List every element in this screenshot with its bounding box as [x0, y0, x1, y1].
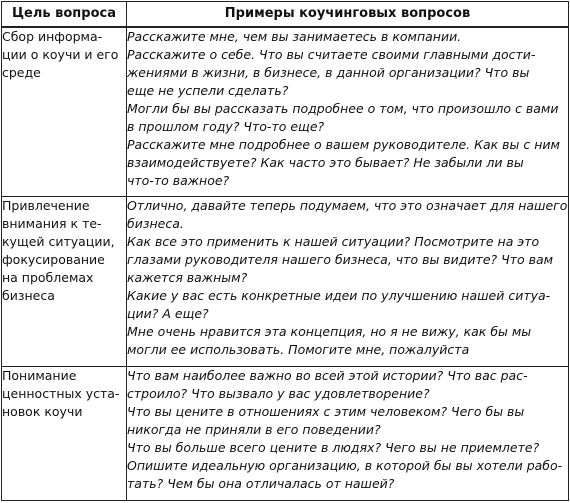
goal-line: Привлечение: [2, 197, 90, 213]
question-line: Что вам наиболее важно во всей этой истории? Что вас рас-: [127, 368, 528, 384]
goal-line: ции о коучи и его: [2, 47, 119, 62]
header-examples: Примеры коучинговых вопросов: [127, 2, 569, 28]
goal-line: Сбор информа-: [2, 29, 103, 44]
coaching-questions-table: [1, 1, 569, 501]
goal-line: Понимание: [2, 368, 77, 384]
question-line: Могли бы вы рассказать подробнее о том, что произошло с вами: [127, 101, 559, 116]
question-line: Расскажите мне, чем вы занимаетесь в компании.: [127, 29, 462, 44]
question-line: строило? Что вызвало у вас удовлетворение?: [127, 386, 430, 402]
question-line: Какие у вас есть конкретные идеи по улучшению нашей ситуа-: [127, 287, 551, 303]
header-goal: Цель вопроса: [2, 2, 127, 28]
question-line: Расскажите мне подробнее о вашем руководителе. Как вы с ним: [127, 137, 560, 152]
question-line: жениями в жизни, в бизнесе, в данной организации? Что вы: [127, 65, 530, 80]
question-line: взаимодействуете? Как часто это бывает? Не забыли ли вы: [127, 155, 524, 170]
question-line: никогда не приняли в его поведении?: [127, 422, 381, 438]
question-line: Что вы больше всего цените в людях? Чего вы не приемлете?: [127, 440, 540, 456]
table-row: [2, 367, 569, 501]
question-line: Мне очень нравится эта концепция, но я не вижу, как бы мы: [127, 323, 532, 339]
question-line: кажется важным?: [127, 269, 248, 285]
goal-cell: [2, 27, 127, 196]
question-line: Расскажите о себе. Что вы считаете своими главными дости-: [127, 47, 536, 62]
question-line: в прошлом году? Что-то еще?: [127, 119, 325, 134]
question-line: Как все это применить к нашей ситуации? Посмотрите на это: [127, 233, 540, 249]
question-line: что-то важное?: [127, 173, 230, 188]
questions-cell: [127, 367, 569, 501]
question-line: глазами руководителя нашего бизнеса, что вы видите? Что вам: [127, 251, 554, 267]
goal-line: фокусирование: [2, 251, 105, 267]
goal-line: ценностных уста-: [2, 386, 120, 402]
question-line: Отлично, давайте теперь подумаем, что это означает для нашего: [127, 197, 568, 213]
goal-line: бизнеса: [2, 287, 55, 303]
question-line: бизнеса.: [127, 215, 184, 231]
goal-cell: [2, 367, 127, 501]
goal-line: на проблемах: [2, 269, 94, 285]
questions-cell: [127, 196, 569, 367]
table-row: [2, 27, 569, 196]
header-row: [2, 2, 569, 28]
goal-line: новок коучи: [2, 404, 83, 420]
goal-line: внимания к те-: [2, 215, 102, 231]
question-line: тать? Чем бы она отличалась от нашей?: [127, 476, 395, 492]
question-line: еще не успели сделать?: [127, 83, 289, 98]
questions-cell: [127, 27, 569, 196]
goal-line: среде: [2, 65, 41, 80]
question-line: могли ее использовать. Помогите мне, пожалуйста: [127, 341, 470, 357]
goal-cell: [2, 196, 127, 367]
question-line: Что вы цените в отношениях с этим человеком? Чего бы вы: [127, 404, 525, 420]
question-line: Опишите идеальную организацию, в которой бы вы хотели рабо-: [127, 458, 563, 474]
goal-line: кущей ситуации,: [2, 233, 115, 249]
table-row: [2, 196, 569, 367]
question-line: ции? А еще?: [127, 305, 209, 321]
